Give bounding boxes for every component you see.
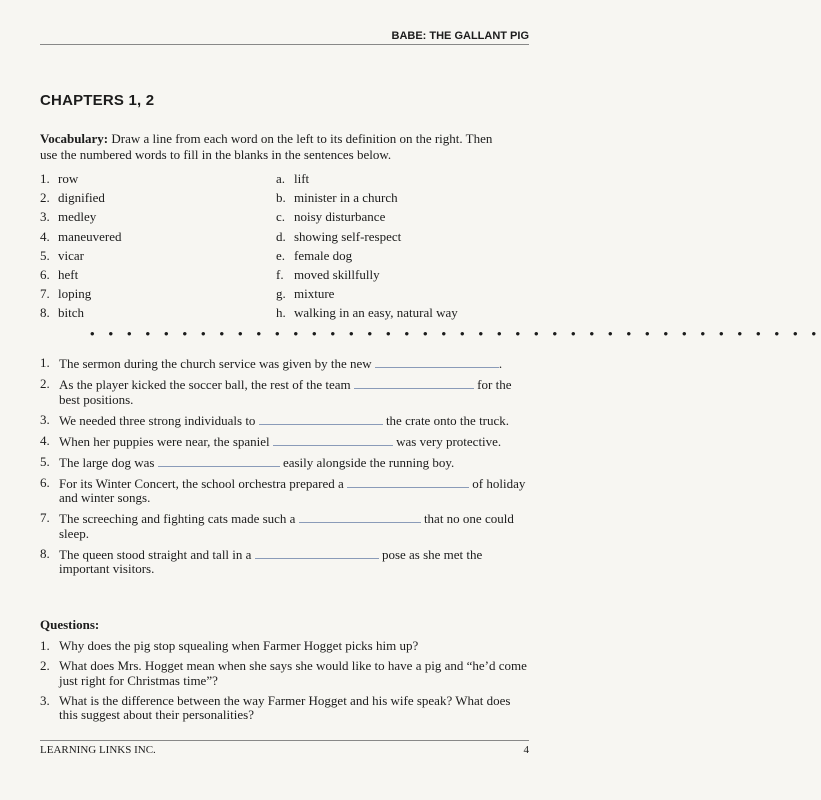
question-item <box>40 639 530 654</box>
vocab-row <box>40 286 520 305</box>
definition-letter: c. <box>276 209 286 225</box>
sentence-number: 8. <box>40 545 50 561</box>
sentence-text-end: of holiday and winter songs. <box>59 475 526 505</box>
vocab-word: vicar <box>58 247 84 263</box>
answer-blank[interactable] <box>273 434 393 446</box>
vocab-word: dignified <box>58 190 105 206</box>
answer-blank[interactable] <box>255 547 379 559</box>
vocabulary-instructions-text: Draw a line from each word on the left to its definition on the right. Then use the numbered words to fill in the blanks in the sentences below. <box>40 131 493 162</box>
sentence-text: We needed three strong individuals to <box>59 412 256 428</box>
answer-blank[interactable] <box>259 413 383 425</box>
sentence-number: 6. <box>40 474 50 490</box>
sentence-text: When her puppies were near, the spaniel <box>59 433 270 449</box>
page-number: 4 <box>523 744 529 756</box>
sentence-number: 7. <box>40 510 50 525</box>
word-number: 5. <box>40 247 50 263</box>
sentence-number: 1. <box>40 355 50 370</box>
answer-blank[interactable] <box>158 455 280 467</box>
vocab-row <box>40 229 520 248</box>
vocab-definition: showing self-respect <box>294 228 402 244</box>
sentence-text: The sermon during the church service was given by the new <box>59 356 372 371</box>
question-item <box>40 694 530 723</box>
word-number: 4. <box>40 228 50 244</box>
vocabulary-label: Vocabulary: <box>40 131 109 146</box>
vocab-row <box>40 248 520 267</box>
sentence-text-end: . <box>498 356 503 371</box>
questions-heading: Questions: <box>40 617 100 632</box>
vocab-word: heft <box>58 266 79 282</box>
sentence-number: 3. <box>40 411 50 427</box>
sentence-item <box>40 547 530 577</box>
definition-letter: a. <box>276 171 286 186</box>
word-number: 7. <box>40 286 50 302</box>
sentence-item <box>40 455 530 471</box>
answer-blank[interactable] <box>354 377 474 389</box>
sentence-text-end: easily alongside the running boy. <box>282 454 455 470</box>
sentence-text-end: that no one could sleep. <box>59 511 514 541</box>
sentence-text-end: the crate onto the truck. <box>385 412 510 428</box>
vocab-word: maneuvered <box>58 228 122 244</box>
definition-letter: b. <box>276 190 286 206</box>
sentence-item <box>40 511 530 541</box>
questions-list <box>40 639 530 728</box>
word-number: 8. <box>40 305 50 321</box>
vocab-word: medley <box>58 209 97 225</box>
definition-letter: g. <box>276 286 286 302</box>
answer-blank[interactable] <box>347 476 469 488</box>
vocabulary-instructions <box>40 131 510 163</box>
definition-letter: d. <box>276 228 286 244</box>
vocab-definition: noisy disturbance <box>294 209 386 225</box>
word-number: 1. <box>40 171 50 186</box>
question-number: 2. <box>40 658 50 673</box>
page-footer <box>40 740 529 756</box>
sentence-text-end: for the best positions. <box>59 377 512 407</box>
answer-blank[interactable] <box>375 356 499 368</box>
sentence-text-end: was very protective. <box>396 433 502 449</box>
fill-in-sentences <box>40 356 530 582</box>
vocab-word: bitch <box>58 305 84 321</box>
vocab-definition: lift <box>294 171 310 186</box>
vocab-row <box>40 171 520 190</box>
sentence-text: The large dog was <box>59 454 155 470</box>
vocabulary-list <box>40 171 520 325</box>
definition-letter: e. <box>276 247 286 263</box>
question-item <box>40 659 530 688</box>
definition-letter: h. <box>276 305 286 321</box>
sentence-number: 5. <box>40 453 50 469</box>
definition-letter: f. <box>276 266 284 282</box>
vocab-row <box>40 305 520 324</box>
question-text: What is the difference between the way Farmer Hogget and his wife speak? What does this suggest about their personalities? <box>59 692 511 722</box>
sentence-text: For its Winter Concert, the school orchestra prepared a <box>59 475 344 491</box>
vocab-word: loping <box>58 286 92 302</box>
running-header <box>40 30 529 45</box>
sentence-number: 2. <box>40 376 50 391</box>
sentence-item <box>40 356 530 372</box>
publisher-name: LEARNING LINKS INC. <box>40 744 156 756</box>
word-number: 3. <box>40 209 50 225</box>
sentence-item <box>40 476 530 506</box>
vocab-definition: minister in a church <box>294 190 398 206</box>
question-text: What does Mrs. Hogget mean when she says she would like to have a pig and “he’d come just right for Christmas time”? <box>59 658 527 688</box>
sentence-item <box>40 434 530 450</box>
vocab-row <box>40 190 520 209</box>
sentence-text: The queen stood straight and tall in a <box>59 546 252 562</box>
question-number: 1. <box>40 638 50 653</box>
vocab-row <box>40 209 520 228</box>
sentence-text: As the player kicked the soccer ball, the rest of the team <box>59 377 351 392</box>
vocab-definition: female dog <box>294 247 353 263</box>
running-title: BABE: THE GALLANT PIG <box>391 30 529 42</box>
word-number: 6. <box>40 266 50 282</box>
dotted-divider: • • • • • • • • • • • • • • • • • • • • • • • • • • • • • • • • • • • • • • • • <box>90 326 821 341</box>
question-text: Why does the pig stop squealing when Farmer Hogget picks him up? <box>59 638 419 653</box>
vocab-row <box>40 267 520 286</box>
sentence-number: 4. <box>40 432 50 448</box>
question-number: 3. <box>40 692 50 708</box>
vocab-definition: moved skillfully <box>294 266 380 282</box>
sentence-item <box>40 413 530 429</box>
sentence-item <box>40 377 530 407</box>
answer-blank[interactable] <box>299 511 421 523</box>
chapter-title: CHAPTERS 1, 2 <box>40 92 155 109</box>
sentence-text-end: pose as she met the important visitors. <box>59 546 483 576</box>
word-number: 2. <box>40 190 50 206</box>
sentence-text: The screeching and fighting cats made such a <box>59 511 296 526</box>
vocab-definition: mixture <box>294 286 335 302</box>
vocab-word: row <box>58 171 79 186</box>
vocab-definition: walking in an easy, natural way <box>294 305 458 321</box>
